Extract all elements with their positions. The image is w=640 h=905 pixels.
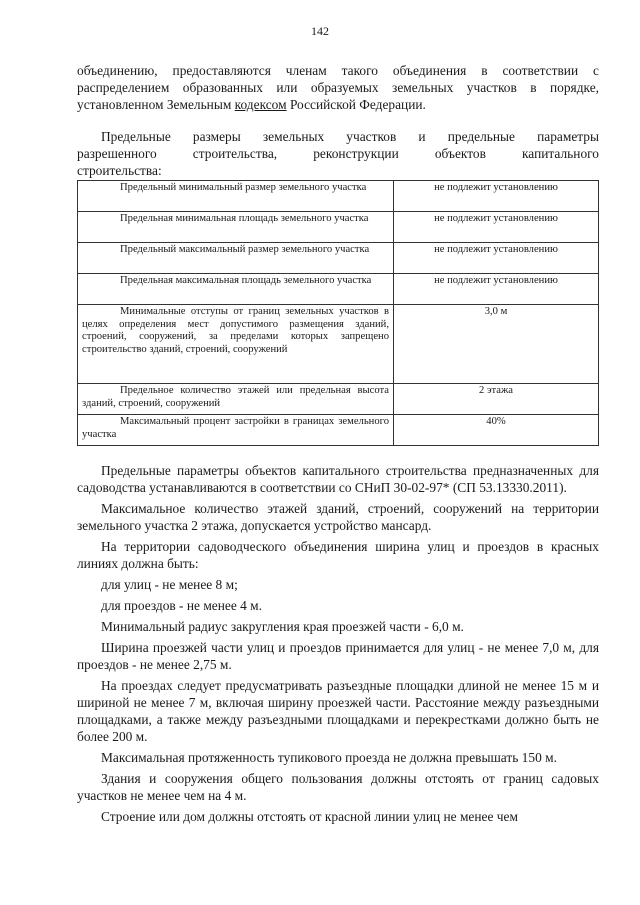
parameter-name: Предельное количество этажей или предельная высота зданий, строений, сооружений — [78, 384, 394, 415]
intro-paragraph — [77, 62, 599, 113]
parameter-value: не подлежит установлению — [394, 243, 599, 274]
parameters-table — [77, 180, 599, 446]
parameter-value: 40% — [394, 415, 599, 446]
paragraph: Здания и сооружения общего пользования должны отстоять от границ садовых участков не менее чем на 4 м. — [77, 771, 599, 803]
parameter-value: 2 этажа — [394, 384, 599, 415]
parameter-name: Предельная максимальная площадь земельного участка — [78, 274, 394, 305]
table-row — [78, 212, 599, 243]
heading-line: разрешенного строительства, реконструкции объектов капитального — [77, 146, 599, 161]
paragraph: На проездах следует предусматривать разъездные площадки длиной не менее 15 м и шириной не менее 7 м, включая ширину проезжей части. Расстояние между разъездными площадками, а также между разъездными площадками и перекрестками должно быть не более 200 м. — [77, 678, 599, 744]
parameter-value: не подлежит установлению — [394, 181, 599, 212]
parameter-value: 3,0 м — [394, 305, 599, 384]
table-row — [78, 415, 599, 446]
table-row — [78, 384, 599, 415]
paragraph: Максимальное количество этажей зданий, строений, сооружений на территории земельного участка 2 этажа, допускается устройство мансард. — [77, 501, 599, 533]
paragraph: Строение или дом должны отстоять от красной линии улиц не менее чем — [101, 809, 518, 824]
intro-text: установленном Земельным — [77, 97, 235, 112]
parameter-name: Предельная минимальная площадь земельного участка — [78, 212, 394, 243]
parameter-name: Предельный максимальный размер земельного участка — [78, 243, 394, 274]
heading-line: Предельные размеры земельных участков и предельные параметры — [101, 129, 599, 144]
parameter-name: Минимальные отступы от границ земельных участков в целях определения мест допустимого размещения зданий, строений, сооружений, за пределами которых запрещено строительство зданий, строений, сооружений — [78, 305, 394, 384]
table-row — [78, 305, 599, 384]
land-code-link[interactable]: кодексом — [234, 97, 287, 112]
table-row — [78, 181, 599, 212]
paragraph: Максимальная протяженность тупикового проезда не должна превышать 150 м. — [101, 750, 557, 765]
paragraph: для проездов - не менее 4 м. — [101, 598, 263, 613]
parameter-value: не подлежит установлению — [394, 212, 599, 243]
intro-line: распределением образованных или образуемых земельных участков в порядке, — [77, 80, 599, 95]
table-row — [78, 274, 599, 305]
paragraph: Предельные параметры объектов капитального строительства предназначенных для садоводства устанавливаются в соответствии со СНиП 30-02-97* (СП 53.13330.2011). — [77, 463, 599, 495]
table-heading — [77, 128, 599, 179]
parameter-name: Предельный минимальный размер земельного участка — [78, 181, 394, 212]
parameter-name: Максимальный процент застройки в границах земельного участка — [78, 415, 394, 446]
intro-text: Российской Федерации. — [286, 97, 426, 112]
paragraph: На территории садоводческого объединения ширина улиц и проездов в красных линиях должна быть: — [77, 539, 599, 571]
paragraph: Минимальный радиус закругления края проезжей части - 6,0 м. — [101, 619, 464, 634]
paragraph: для улиц - не менее 8 м; — [101, 577, 238, 592]
intro-line-last — [77, 96, 599, 113]
table-row — [78, 243, 599, 274]
heading-line-last: строительства: — [77, 163, 162, 178]
paragraph: Ширина проезжей части улиц и проездов принимается для улиц - не менее 7,0 м, для проездов - не менее 2,75 м. — [77, 640, 599, 672]
body-text — [77, 462, 599, 825]
page-number: 142 — [311, 24, 329, 38]
intro-line: объединению, предоставляются членам такого объединения в соответствии с — [77, 63, 599, 78]
parameter-value: не подлежит установлению — [394, 274, 599, 305]
